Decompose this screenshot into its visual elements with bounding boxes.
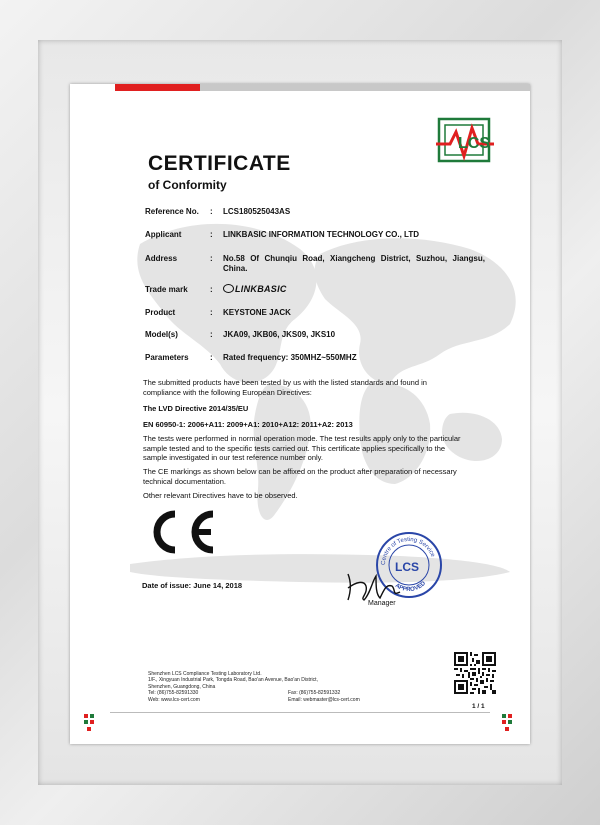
product-colon: : <box>210 308 213 317</box>
footer-address-1: 1/F., Xingyuan Industrial Park, Tongda Road, Bao'an Avenue, Bao'an District, <box>148 677 318 684</box>
other-directives-paragraph: Other relevant Directives have to be observed. <box>143 491 298 500</box>
footer-company: Shenzhen LCS Compliance Testing Laboratory Ltd. <box>148 671 262 677</box>
directive-line: The LVD Directive 2014/35/EU <box>143 404 249 413</box>
ce-mark-icon <box>143 506 219 558</box>
product-label: Product <box>145 308 176 317</box>
footer-contact <box>148 671 360 703</box>
models-label: Model(s) <box>145 330 178 339</box>
reference-label: Reference No. <box>145 207 199 216</box>
reference-value: LCS180525043AS <box>223 207 291 216</box>
svg-text:Centre of Testing Service: Centre of Testing Service <box>380 536 436 566</box>
footer-email: Email: webmaster@lcs-cert.com <box>288 696 360 703</box>
manager-label: Manager <box>368 600 396 607</box>
test-paragraph: The tests were performed in normal operation mode. The test results apply only to the particular sample tested and to the specific tests carried out. This certificate applies specifically to the sample investigated in our test reference number only. <box>143 434 461 462</box>
top-red-bar <box>115 84 200 91</box>
parameters-colon: : <box>210 353 213 362</box>
address-label: Address <box>145 254 178 263</box>
product-value: KEYSTONE JACK <box>223 308 291 317</box>
footer-fax: Fax: (86)755-82591332 <box>288 690 341 697</box>
address-colon: : <box>210 254 213 263</box>
lcs-logo <box>436 114 494 166</box>
svg-text:LCS: LCS <box>395 560 419 574</box>
applicant-label: Applicant <box>145 230 182 239</box>
svg-text:LCS: LCS <box>458 135 490 152</box>
compliance-paragraph: The submitted products have been tested by us with the listed standards and found in compliance with the following European Directives: <box>143 378 427 397</box>
trademark-value: LINKBASIC <box>223 284 485 294</box>
world-map-watermark <box>70 84 530 744</box>
trademark-label: Trade mark <box>145 285 188 294</box>
page-number: 1 / 1 <box>472 703 485 710</box>
footer-address-2: Shenzhen, Guangdong, China <box>148 683 216 690</box>
models-colon: : <box>210 330 213 339</box>
footer-web: Web: www.lcs-cert.com <box>148 696 200 703</box>
corner-squares-left <box>84 714 98 736</box>
trademark-logo-icon <box>223 284 234 293</box>
models-value: JKA09, JKB06, JKS09, JKS10 <box>223 330 336 339</box>
address-value: No.58 Of Chunqiu Road, Xiangcheng District, Suzhou, Jiangsu, China. <box>223 254 485 273</box>
corner-squares-right <box>502 714 516 736</box>
certificate-title: CERTIFICATE <box>148 152 291 175</box>
footer-tel: Tel: (86)755-82591330 <box>148 690 199 697</box>
qr-code-icon <box>454 652 496 694</box>
svg-text:APPROVED: APPROVED <box>393 580 428 594</box>
trademark-colon: : <box>210 285 213 294</box>
applicant-value: LINKBASIC INFORMATION TECHNOLOGY CO., LTD <box>223 230 419 239</box>
standard-line: EN 60950-1: 2006+A11: 2009+A1: 2010+A12: 2011+A2: 2013 <box>143 420 353 429</box>
ce-marking-paragraph: The CE markings as shown below can be affixed on the product after preparation of necessary technical documentation. <box>143 467 457 486</box>
top-grey-bar <box>200 84 530 91</box>
parameters-label: Parameters <box>145 353 189 362</box>
certificate-subtitle: of Conformity <box>148 178 227 192</box>
bottom-divider <box>110 712 490 713</box>
applicant-colon: : <box>210 230 213 239</box>
manager-signature <box>342 564 404 604</box>
date-of-issue: Date of issue: June 14, 2018 <box>142 581 243 590</box>
parameters-value: Rated frequency: 350MHZ~550MHZ <box>223 353 357 362</box>
certificate-paper <box>70 84 530 744</box>
reference-colon: : <box>210 207 213 216</box>
